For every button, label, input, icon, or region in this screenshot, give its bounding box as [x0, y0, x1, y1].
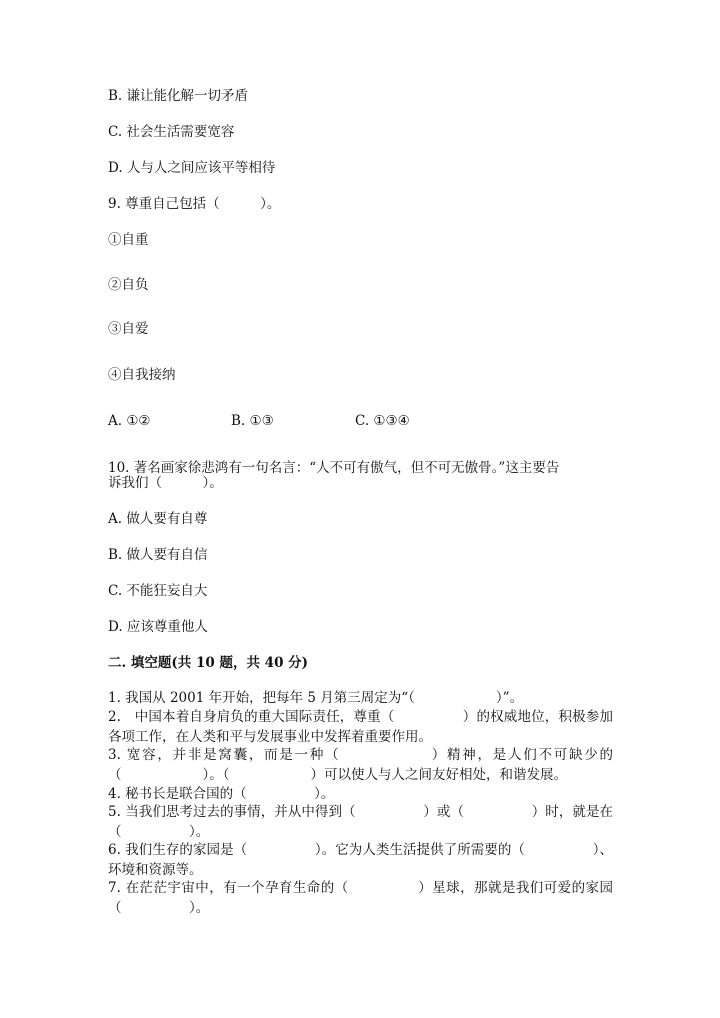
q10-stem-line2: 诉我们（ ）。	[108, 475, 223, 491]
fill-item-5: 5. 当我们思考过去的事情，并从中得到（ ）或（ ）时，就是在（ ）。	[108, 804, 613, 840]
fill-item-3: 3. 宽容，并非是窝囊，而是一种（ ）精神，是人们不可缺少的（ ）。（ ）可以使人与人之间友好相处，和谐发展。	[108, 747, 613, 783]
q9-item-1: ①自重	[108, 232, 149, 248]
fill-item-6: 6. 我们生存的家园是（ ）。它为人类生活提供了所需要的（ ）、环境和资源等。	[108, 842, 613, 878]
q10-option-b: B. 做人要有自信	[108, 547, 208, 563]
q9-choices	[108, 411, 508, 431]
q10-option-d: D. 应该尊重他人	[108, 619, 208, 635]
fill-item-2: 2. 中国本着自身肩负的重大国际责任，尊重（ ）的权威地位，积极参加各项工作，在人类和平与发展事业中发挥着重要作用。	[108, 709, 613, 745]
q10-stem-line1: 10. 著名画家徐悲鸿有一句名言：“人不可有傲气，但不可无傲骨。”这主要告	[108, 460, 560, 476]
q9-item-2: ②自负	[108, 277, 149, 293]
q8-option-d: D. 人与人之间应该平等相待	[108, 160, 276, 176]
q10-option-a: A. 做人要有自尊	[108, 511, 208, 527]
q8-option-c: C. 社会生活需要宽容	[108, 124, 235, 140]
q8-option-b: B. 谦让能化解一切矛盾	[108, 88, 249, 104]
section-title: 二. 填空题(共 10 题，共 40 分)	[108, 655, 309, 671]
q9-stem: 9. 尊重自己包括（ ）。	[108, 196, 281, 212]
q10-option-c: C. 不能狂妄自大	[108, 583, 208, 599]
fill-item-7: 7. 在茫茫宇宙中，有一个孕育生命的（ ）星球，那就是我们可爱的家园（ ）。	[108, 880, 613, 916]
q9-choice-b: B. ①③	[231, 413, 274, 429]
q9-choice-a: A. ①②	[108, 413, 151, 429]
fill-item-1: 1. 我国从 2001 年开始，把每年 5 月第三周定为“（ ）”。	[108, 690, 524, 706]
q9-choice-c: C. ①③④	[355, 413, 410, 429]
fill-item-4: 4. 秘书长是联合国的（ ）。	[108, 786, 335, 802]
q9-item-3: ③自爱	[108, 321, 149, 337]
q9-item-4: ④自我接纳	[108, 367, 176, 383]
